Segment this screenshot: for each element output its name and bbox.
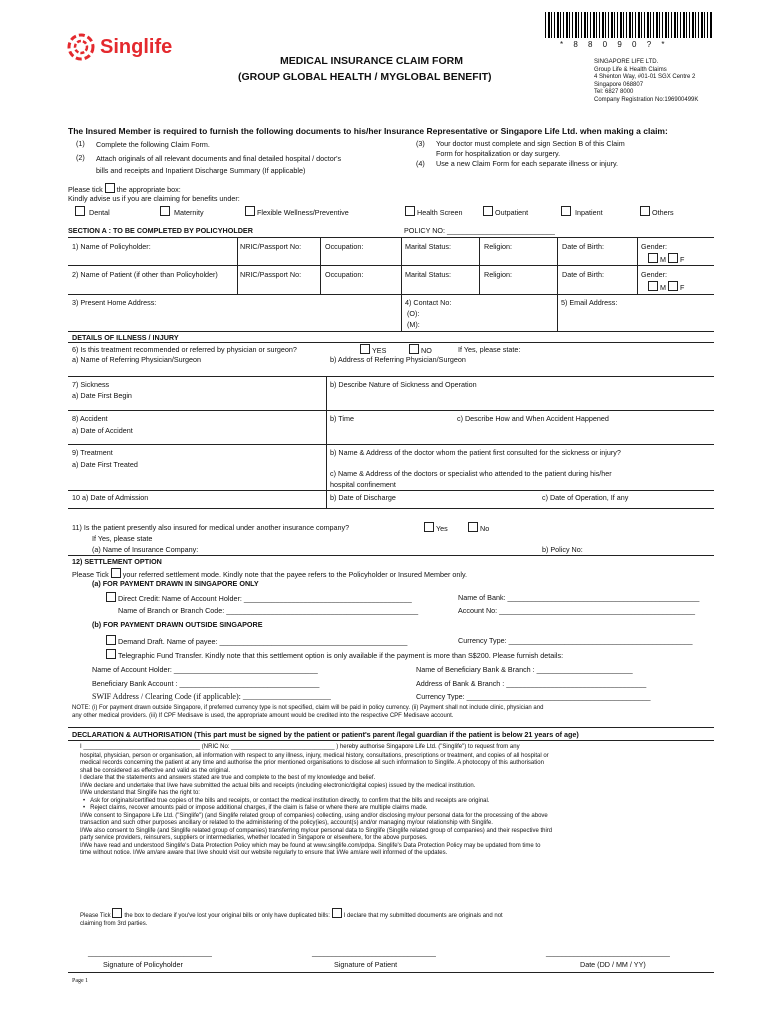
q10c-field[interactable]: c) Date of Operation, If any — [542, 493, 629, 502]
q8c-field[interactable]: c) Describe How and When Accident Happened — [457, 414, 609, 423]
sig-line-policyholder[interactable]: _______________________________ — [88, 948, 212, 957]
policyholder-occupation-field[interactable]: Occupation: — [325, 242, 364, 251]
q7b-field[interactable]: b) Describe Nature of Sickness and Operation — [330, 380, 477, 389]
q6-no-checkbox[interactable] — [409, 344, 419, 354]
currency-field[interactable]: Currency Type: ______________________________________________ — [458, 636, 693, 645]
tt-label: Telegraphic Fund Transfer. Kindly note that this settlement option is only available if the payment is more than S$200. Please furnish details: — [118, 651, 564, 660]
policyholder-dob-field[interactable]: Date of Birth: — [562, 242, 604, 251]
benefit-others-checkbox[interactable] — [640, 206, 650, 216]
ben-bank-field[interactable]: Name of Beneficiary Bank & Branch : ________________________ — [416, 665, 633, 674]
note: NOTE: (i) For payment drawn outside Singapore, if preferred currency type is not specified, claim will be paid in policy currency. (ii) Payment shall not include clinic, physician and any other medical providers. (iii) If CPF Medisave is used, the appropriate amount would be credited into the respective CPF Medisave account. — [72, 705, 544, 719]
account-no-field[interactable]: Account No: _________________________________________________ — [458, 606, 696, 615]
policyholder-name-field[interactable]: 1) Name of Policyholder: — [72, 242, 151, 251]
tick-note: Please tick the appropriate box: — [68, 185, 181, 194]
patient-marital-field[interactable]: Marital Status: — [405, 270, 451, 279]
q8-label: 8) Accident — [72, 414, 108, 423]
advise-text: Kindly advise us if you are claiming for benefits under: — [68, 194, 240, 203]
q8b-field[interactable]: b) Time — [330, 414, 354, 423]
lost-bills-checkbox[interactable] — [332, 908, 342, 918]
policyholder-gender-label: Gender: — [641, 242, 667, 251]
q6-yes-checkbox[interactable] — [360, 344, 370, 354]
signature-patient-label: Signature of Patient — [334, 960, 398, 969]
singlife-logo-icon — [66, 32, 96, 62]
bank-name-field[interactable]: Name of Bank: ________________________________________________ — [458, 593, 700, 602]
q11-yes-checkbox[interactable] — [424, 522, 434, 532]
q11-ifyes: If Yes, please state — [92, 534, 153, 543]
q9-label: 9) Treatment — [72, 448, 113, 457]
direct-credit-checkbox[interactable] — [106, 592, 116, 602]
policy-no-field[interactable]: POLICY NO: ___________________________ — [404, 226, 555, 235]
q9c-field[interactable]: c) Name & Address of the doctors or specialist who attended to the patient during his/her — [330, 469, 612, 478]
doc-list: (1) Complete the following Claim Form. (2) Attach originals of all relevant documents and final detailed hospital / doctor's bills and receipts and Inpatient Discharge Summary (If applicable) (3) Your doctor must complete and sign Section B of this Claim Form for hospitalization or day surgery. (4) Use a new Claim Form for each separate illness or injury. — [76, 139, 625, 175]
q9c-field-line2: hospital confinement — [330, 480, 396, 489]
q11a-field[interactable]: (a) Name of Insurance Company: — [92, 545, 199, 554]
q10b-field[interactable]: b) Date of Discharge — [330, 493, 396, 502]
policyholder-nric-field[interactable]: NRIC/Passport No: — [240, 242, 302, 251]
settlement-outside-title: (b) FOR PAYMENT DRAWN OUTSIDE SINGAPORE — [92, 620, 263, 629]
date-label: Date (DD / MM / YY) — [580, 960, 646, 969]
settlement-singapore-title: (a) FOR PAYMENT DRAWN IN SINGAPORE ONLY — [92, 579, 259, 588]
benefit-outpatient-checkbox[interactable] — [483, 206, 493, 216]
intro-text: The Insured Member is required to furnish the following documents to his/her Insurance Representative or Singapore Life Ltd. when making a claim: — [68, 126, 668, 136]
policyholder-gender-m-checkbox[interactable] — [648, 253, 658, 263]
tick-sample-checkbox — [105, 183, 115, 193]
brand-name: Singlife — [100, 36, 173, 58]
patient-dob-field[interactable]: Date of Birth: — [562, 270, 604, 279]
bank-address-field[interactable]: Address of Bank & Branch : ___________________________________ — [416, 679, 647, 688]
patient-nric-field[interactable]: NRIC/Passport No: — [240, 270, 302, 279]
form-subtitle: (GROUP GLOBAL HEALTH / MYGLOBAL BENEFIT) — [238, 71, 492, 83]
patient-occupation-field[interactable]: Occupation: — [325, 270, 364, 279]
q7-label: 7) Sickness — [72, 380, 110, 389]
benefit-health-screen-checkbox[interactable] — [405, 206, 415, 216]
benefit-maternity-checkbox[interactable] — [160, 206, 170, 216]
q6a-field[interactable]: a) Name of Referring Physician/Surgeon — [72, 355, 202, 364]
q9b-field[interactable]: b) Name & Address of the doctor whom the patient first consulted for the sickness or injury? — [330, 448, 621, 457]
declaration-title: DECLARATION & AUTHORISATION (This part must be signed by the patient or patient's parent /legal guardian if the patient is below 21 years of age) — [72, 730, 579, 739]
q9a-field[interactable]: a) Date First Treated — [72, 460, 138, 469]
account-holder-field[interactable]: Direct Credit: Name of Account Holder: __________________________________________ — [118, 594, 412, 603]
tt-checkbox[interactable] — [106, 649, 116, 659]
q6b-field[interactable]: b) Address of Referring Physician/Surgeon — [330, 355, 466, 364]
q6-ifyes: If Yes, please state: — [458, 345, 521, 354]
patient-religion-field[interactable]: Religion: — [484, 270, 512, 279]
q8a-field[interactable]: a) Date of Accident — [72, 426, 133, 435]
benefit-inpatient-checkbox[interactable] — [561, 206, 571, 216]
benefit-flexible-checkbox[interactable] — [245, 206, 255, 216]
settlement-tick-sample — [111, 568, 121, 578]
currency2-field[interactable]: Currency Type: ______________________________________________ — [416, 692, 651, 701]
company-info: SINGAPORE LIFE LTD. Group Life & Health Claims 4 Shenton Way, #01-01 SGX Centre 2 Singapore 068807 Tel: 6827 8000 Company Registration No:196900499K — [594, 59, 699, 103]
benefit-dental-checkbox[interactable] — [75, 206, 85, 216]
q11-question: 11) Is the patient presently also insured for medical under another insurance company? — [72, 523, 350, 532]
signature-policyholder-label: Signature of Policyholder — [103, 960, 183, 969]
demand-draft-checkbox[interactable] — [106, 635, 116, 645]
patient-gender-label: Gender: — [641, 270, 667, 279]
payee-field[interactable]: Demand Draft. Name of payee: _______________________________________________ — [118, 637, 408, 646]
sig-line-patient[interactable]: _______________________________ — [312, 948, 436, 957]
q6-question: 6) Is this treatment recommended or referred by physician or surgeon? — [72, 345, 297, 354]
q7a-field[interactable]: a) Date First Begin — [72, 391, 132, 400]
home-address-field[interactable]: 3) Present Home Address: — [72, 298, 157, 307]
ben-account-field[interactable]: Beneficiary Bank Account : ___________________________________ — [92, 679, 320, 688]
lost-bills-sample — [112, 908, 122, 918]
patient-gender-f-checkbox[interactable] — [668, 281, 678, 291]
q11b-field[interactable]: b) Policy No: — [542, 545, 583, 554]
barcode-text: * 8 8 0 9 0 ? * — [560, 40, 669, 49]
barcode — [545, 12, 713, 38]
policyholder-gender-f-checkbox[interactable] — [668, 253, 678, 263]
q11-no-checkbox[interactable] — [468, 522, 478, 532]
sig-line-date[interactable]: _______________________________ — [546, 948, 670, 957]
tt-holder-field[interactable]: Name of Account Holder: ____________________________________ — [92, 665, 318, 674]
email-field[interactable]: 5) Email Address: — [561, 298, 618, 307]
declaration-text: I ___________________________________ (NRIC No: _______________________________ ) hereby authorise Singapore Life Ltd. ("Singlife") to request from any hospital, physician, person or organisation, all information with respect to any illness, injury, medical history, consultations, prescriptions or treatment, and copies of all hospital or medical records concerning the patient at any time and authorise the prior mentioned organisations to disclose all such information to Singlife. A photocopy of this authorisation shall be considered as effective and valid as the original. I declare that the statements and answers stated are true and complete to the best of my knowledge and belief. I/We declare and undertake that I/we have submitted the actual bills and receipts (including electronic/digital copies) issued by the medical institution. I/We understand that Singlife has the right to: • Ask for originals/certified true copies of the bills and receipts, or contact the medical institution directly, to confirm that the bills and receipts are original. • Reject claims, recover amounts paid or impose additional charges, if the claim is false or where there are multiple claims made. I/We consent to Singapore Life Ltd. ("Singlife") (and Singlife related group of companies) collecting, using and/or disclosing my/our personal data for the processing of the above transaction and such other purposes ancillary or related to the administering of the policy(ies), account(s) and/or managing my/our relationship with Singlife. I/We also consent to Singlife (and Singlife related group of companies) transferring my/our personal data to Singlife (Singlife related group of companies) and their respective third party service providers, reinsurers, suppliers or intermediaries, whether located in Singapore or elsewhere, for the above purposes. I/We have read and understood Singlife's Data Protection Policy which may be found at www.singlife.com/pdpa. Singlife's Data Protection Policy may be updated from time to time without notice. I/We am/are aware that I/we should visit our website regularly to ensure that I/We am/are well informed of the updates. — [80, 744, 553, 856]
patient-name-field[interactable]: 2) Name of Patient (if other than Policyholder) — [72, 270, 218, 279]
form-title: MEDICAL INSURANCE CLAIM FORM — [280, 55, 463, 67]
page-number: Page 1 — [72, 978, 89, 984]
policyholder-religion-field[interactable]: Religion: — [484, 242, 512, 251]
q10a-field[interactable]: 10 a) Date of Admission — [72, 493, 149, 502]
branch-field[interactable]: Name of Branch or Branch Code: ________________________________________________ — [118, 606, 419, 615]
contact-office-field[interactable]: (O): — [407, 309, 420, 318]
section-a-title: SECTION A : TO BE COMPLETED BY POLICYHOLDER — [68, 226, 253, 235]
patient-gender-m-checkbox[interactable] — [648, 281, 658, 291]
policyholder-marital-field[interactable]: Marital Status: — [405, 242, 451, 251]
contact-no-label: 4) Contact No: — [405, 298, 452, 307]
settlement-title: 12) SETTLEMENT OPTION — [72, 557, 162, 566]
details-title: DETAILS OF ILLNESS / INJURY — [72, 333, 179, 342]
contact-mobile-field[interactable]: (M): — [407, 320, 420, 329]
swift-field[interactable]: SWIF Address / Clearing Code (if applicable): ______________________ — [92, 692, 331, 701]
